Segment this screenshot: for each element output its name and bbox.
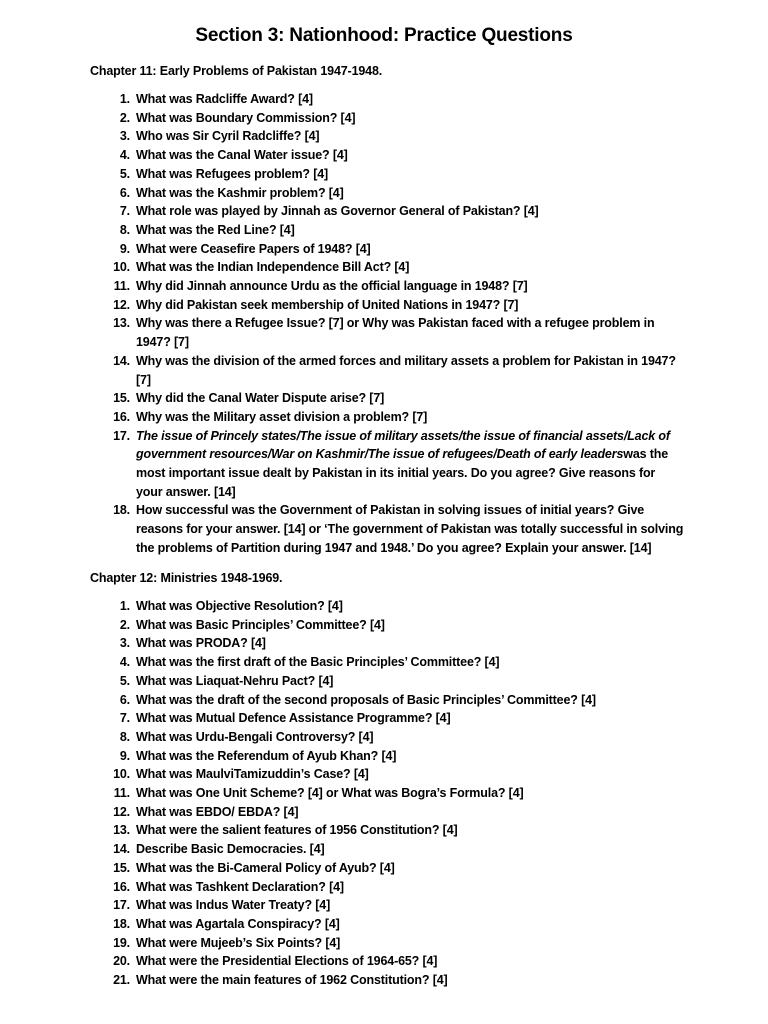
question-text: Why was the division of the armed forces and military assets a problem for Pakistan in 1947? [7]: [136, 353, 676, 387]
question-text: What was the Canal Water issue? [4]: [136, 148, 348, 163]
question-text: What was Radcliffe Award? [4]: [136, 92, 313, 106]
page-title: Section 3: Nationhood: Practice Questions: [195, 25, 573, 46]
question-text: What was One Unit Scheme? [4] or What was Bogra’s Formula? [4]: [136, 786, 524, 801]
question-item: [0, 653, 684, 672]
question-text: What was the Bi-Cameral Policy of Ayub? [4]: [136, 860, 395, 875]
question-number: 14 .: [102, 352, 130, 371]
question-text: Why was the Military asset division a problem? [7]: [136, 409, 428, 424]
question-item: [0, 240, 684, 259]
chapter-11-question-list: [0, 90, 768, 558]
question-number: 2 .: [102, 616, 130, 635]
question-item: [0, 389, 684, 408]
question-item: [0, 165, 684, 184]
question-number: 1 .: [102, 90, 130, 109]
question-number: 4 .: [102, 653, 130, 672]
question-number: 18 .: [102, 915, 130, 934]
question-item: [0, 709, 684, 728]
question-number: 17 .: [102, 427, 130, 446]
question-text: What were the main features of 1962 Constitution? [4]: [136, 973, 448, 988]
question-text: Why did Pakistan seek membership of United Nations in 1947? [7]: [136, 297, 519, 312]
question-item: [0, 971, 684, 990]
question-number: 6 .: [102, 691, 130, 710]
question-item: [0, 277, 684, 296]
question-text: Why was there a Refugee Issue? [7] or Why was Pakistan faced with a refugee problem in 1947? [7]: [136, 316, 655, 350]
question-item: [0, 934, 684, 953]
question-number: 10 .: [102, 765, 130, 784]
question-item: [0, 859, 684, 878]
question-item: [0, 127, 684, 146]
question-item: [0, 296, 684, 315]
question-item: [0, 840, 684, 859]
question-number: 9 .: [102, 747, 130, 766]
question-item: [0, 747, 684, 766]
question-item: [0, 352, 684, 389]
question-number: 9 .: [102, 240, 130, 259]
question-item: [0, 691, 684, 710]
question-text: Who was Sir Cyril Radcliffe? [4]: [136, 129, 320, 144]
chapter-11-heading: Chapter 11: Early Problems of Pakistan 1947-1948.: [90, 64, 383, 78]
question-number: 6 .: [102, 184, 130, 203]
question-number: 7 .: [102, 202, 130, 221]
question-item: [0, 803, 684, 822]
question-number: 5 .: [102, 672, 130, 691]
question-text: What was Indus Water Treaty? [4]: [136, 898, 331, 913]
question-text: What was the Red Line? [4]: [136, 222, 295, 237]
chapter-12-question-list: [0, 597, 768, 990]
question-number: 3 .: [102, 634, 130, 653]
question-text: What was Objective Resolution? [4]: [136, 599, 343, 613]
question-number: 18 .: [102, 501, 130, 520]
chapter-12-heading: Chapter 12: Ministries 1948-1969.: [90, 571, 283, 585]
question-number: 16 .: [102, 408, 130, 427]
question-number: 15 .: [102, 859, 130, 878]
question-text: What were the salient features of 1956 Constitution? [4]: [136, 823, 458, 838]
question-item: [0, 258, 684, 277]
question-number: 20 .: [102, 952, 130, 971]
question-text: What were Mujeeb’s Six Points? [4]: [136, 935, 341, 950]
question-text: What role was played by Jinnah as Governor General of Pakistan? [4]: [136, 204, 539, 219]
question-item: [0, 90, 684, 109]
question-text: Why did Jinnah announce Urdu as the official language in 1948? [7]: [136, 279, 528, 294]
question-number: 14 .: [102, 840, 130, 859]
question-text: What was Urdu-Bengali Controversy? [4]: [136, 729, 374, 744]
question-number: 10 .: [102, 258, 130, 277]
question-number: 2 .: [102, 109, 130, 128]
question-item: [0, 672, 684, 691]
question-item: [0, 221, 684, 240]
question-text: What were Ceasefire Papers of 1948? [4]: [136, 241, 371, 256]
question-text: What was Liaquat-Nehru Pact? [4]: [136, 673, 334, 688]
question-item: [0, 314, 684, 351]
question-item: [0, 109, 684, 128]
question-number: 16 .: [102, 878, 130, 897]
question-number: 12 .: [102, 803, 130, 822]
question-number: 12 .: [102, 296, 130, 315]
question-item: [0, 765, 684, 784]
question-text: What was the draft of the second proposals of Basic Principles’ Committee? [4]: [136, 692, 596, 707]
question-item: [0, 634, 684, 653]
question-item: [0, 408, 684, 427]
question-number: 13 .: [102, 314, 130, 333]
question-text: What was the Referendum of Ayub Khan? [4]: [136, 748, 397, 763]
question-number: 5 .: [102, 165, 130, 184]
question-text: What was MaulviTamizuddin’s Case? [4]: [136, 767, 369, 782]
question-number: 7 .: [102, 709, 130, 728]
question-number: 21 .: [102, 971, 130, 990]
question-item: [0, 202, 684, 221]
question-number: 17 .: [102, 896, 130, 915]
question-item: [0, 427, 684, 502]
question-number: 4 .: [102, 146, 130, 165]
question-item: [0, 501, 684, 557]
question-number: 1 .: [102, 597, 130, 616]
question-text: Why did the Canal Water Dispute arise? [7]: [136, 391, 385, 406]
question-text: What was Tashkent Declaration? [4]: [136, 879, 344, 894]
question-text: What was the Indian Independence Bill Act? [4]: [136, 260, 410, 275]
question-item: [0, 821, 684, 840]
question-text: Describe Basic Democracies. [4]: [136, 842, 325, 857]
question-item: [0, 184, 684, 203]
question-item: [0, 616, 684, 635]
question-text: What was Agartala Conspiracy? [4]: [136, 916, 340, 931]
question-number: 11 .: [102, 277, 130, 296]
question-number: 15 .: [102, 389, 130, 408]
question-text: What was Boundary Commission? [4]: [136, 110, 356, 125]
question-item: [0, 878, 684, 897]
question-number: 11 .: [102, 784, 130, 803]
question-item: [0, 952, 684, 971]
question-text: What was Refugees problem? [4]: [136, 166, 329, 181]
question-item: [0, 915, 684, 934]
question-text: was the most important issue dealt by Pakistan in its initial years. Do you agree? Give reasons for your answer. [14]: [136, 447, 669, 499]
question-text: How successful was the Government of Pakistan in solving issues of initial years? Give reasons for your answer. [14] or ‘The government of Pakistan was totally successful in solving the problems of Partition during 1947 and 1948.’ Do you agree? Explain your answer. [14]: [136, 503, 684, 555]
question-text: What was the Kashmir problem? [4]: [136, 185, 344, 200]
question-text: What were the Presidential Elections of 1964-65? [4]: [136, 954, 438, 969]
question-number: 19 .: [102, 934, 130, 953]
question-number: 3 .: [102, 127, 130, 146]
question-text: What was the first draft of the Basic Principles’ Committee? [4]: [136, 655, 500, 670]
question-item: [0, 146, 684, 165]
question-number: 13 .: [102, 821, 130, 840]
question-text: What was Mutual Defence Assistance Programme? [4]: [136, 711, 451, 726]
question-item: [0, 728, 684, 747]
question-text: What was Basic Principles’ Committee? [4]: [136, 617, 385, 632]
question-text: What was PRODA? [4]: [136, 636, 266, 651]
question-item: [0, 597, 684, 616]
question-item: [0, 896, 684, 915]
question-item: [0, 784, 684, 803]
question-number: 8 .: [102, 728, 130, 747]
question-text: What was EBDO/ EBDA? [4]: [136, 804, 299, 819]
question-number: 8 .: [102, 221, 130, 240]
question-text-italic: The issue of Princely states/The issue of military assets/the issue of financial assets/Lack of government resources/War on Kashmir/The issue of refugees/Death of early leaders: [136, 428, 670, 462]
